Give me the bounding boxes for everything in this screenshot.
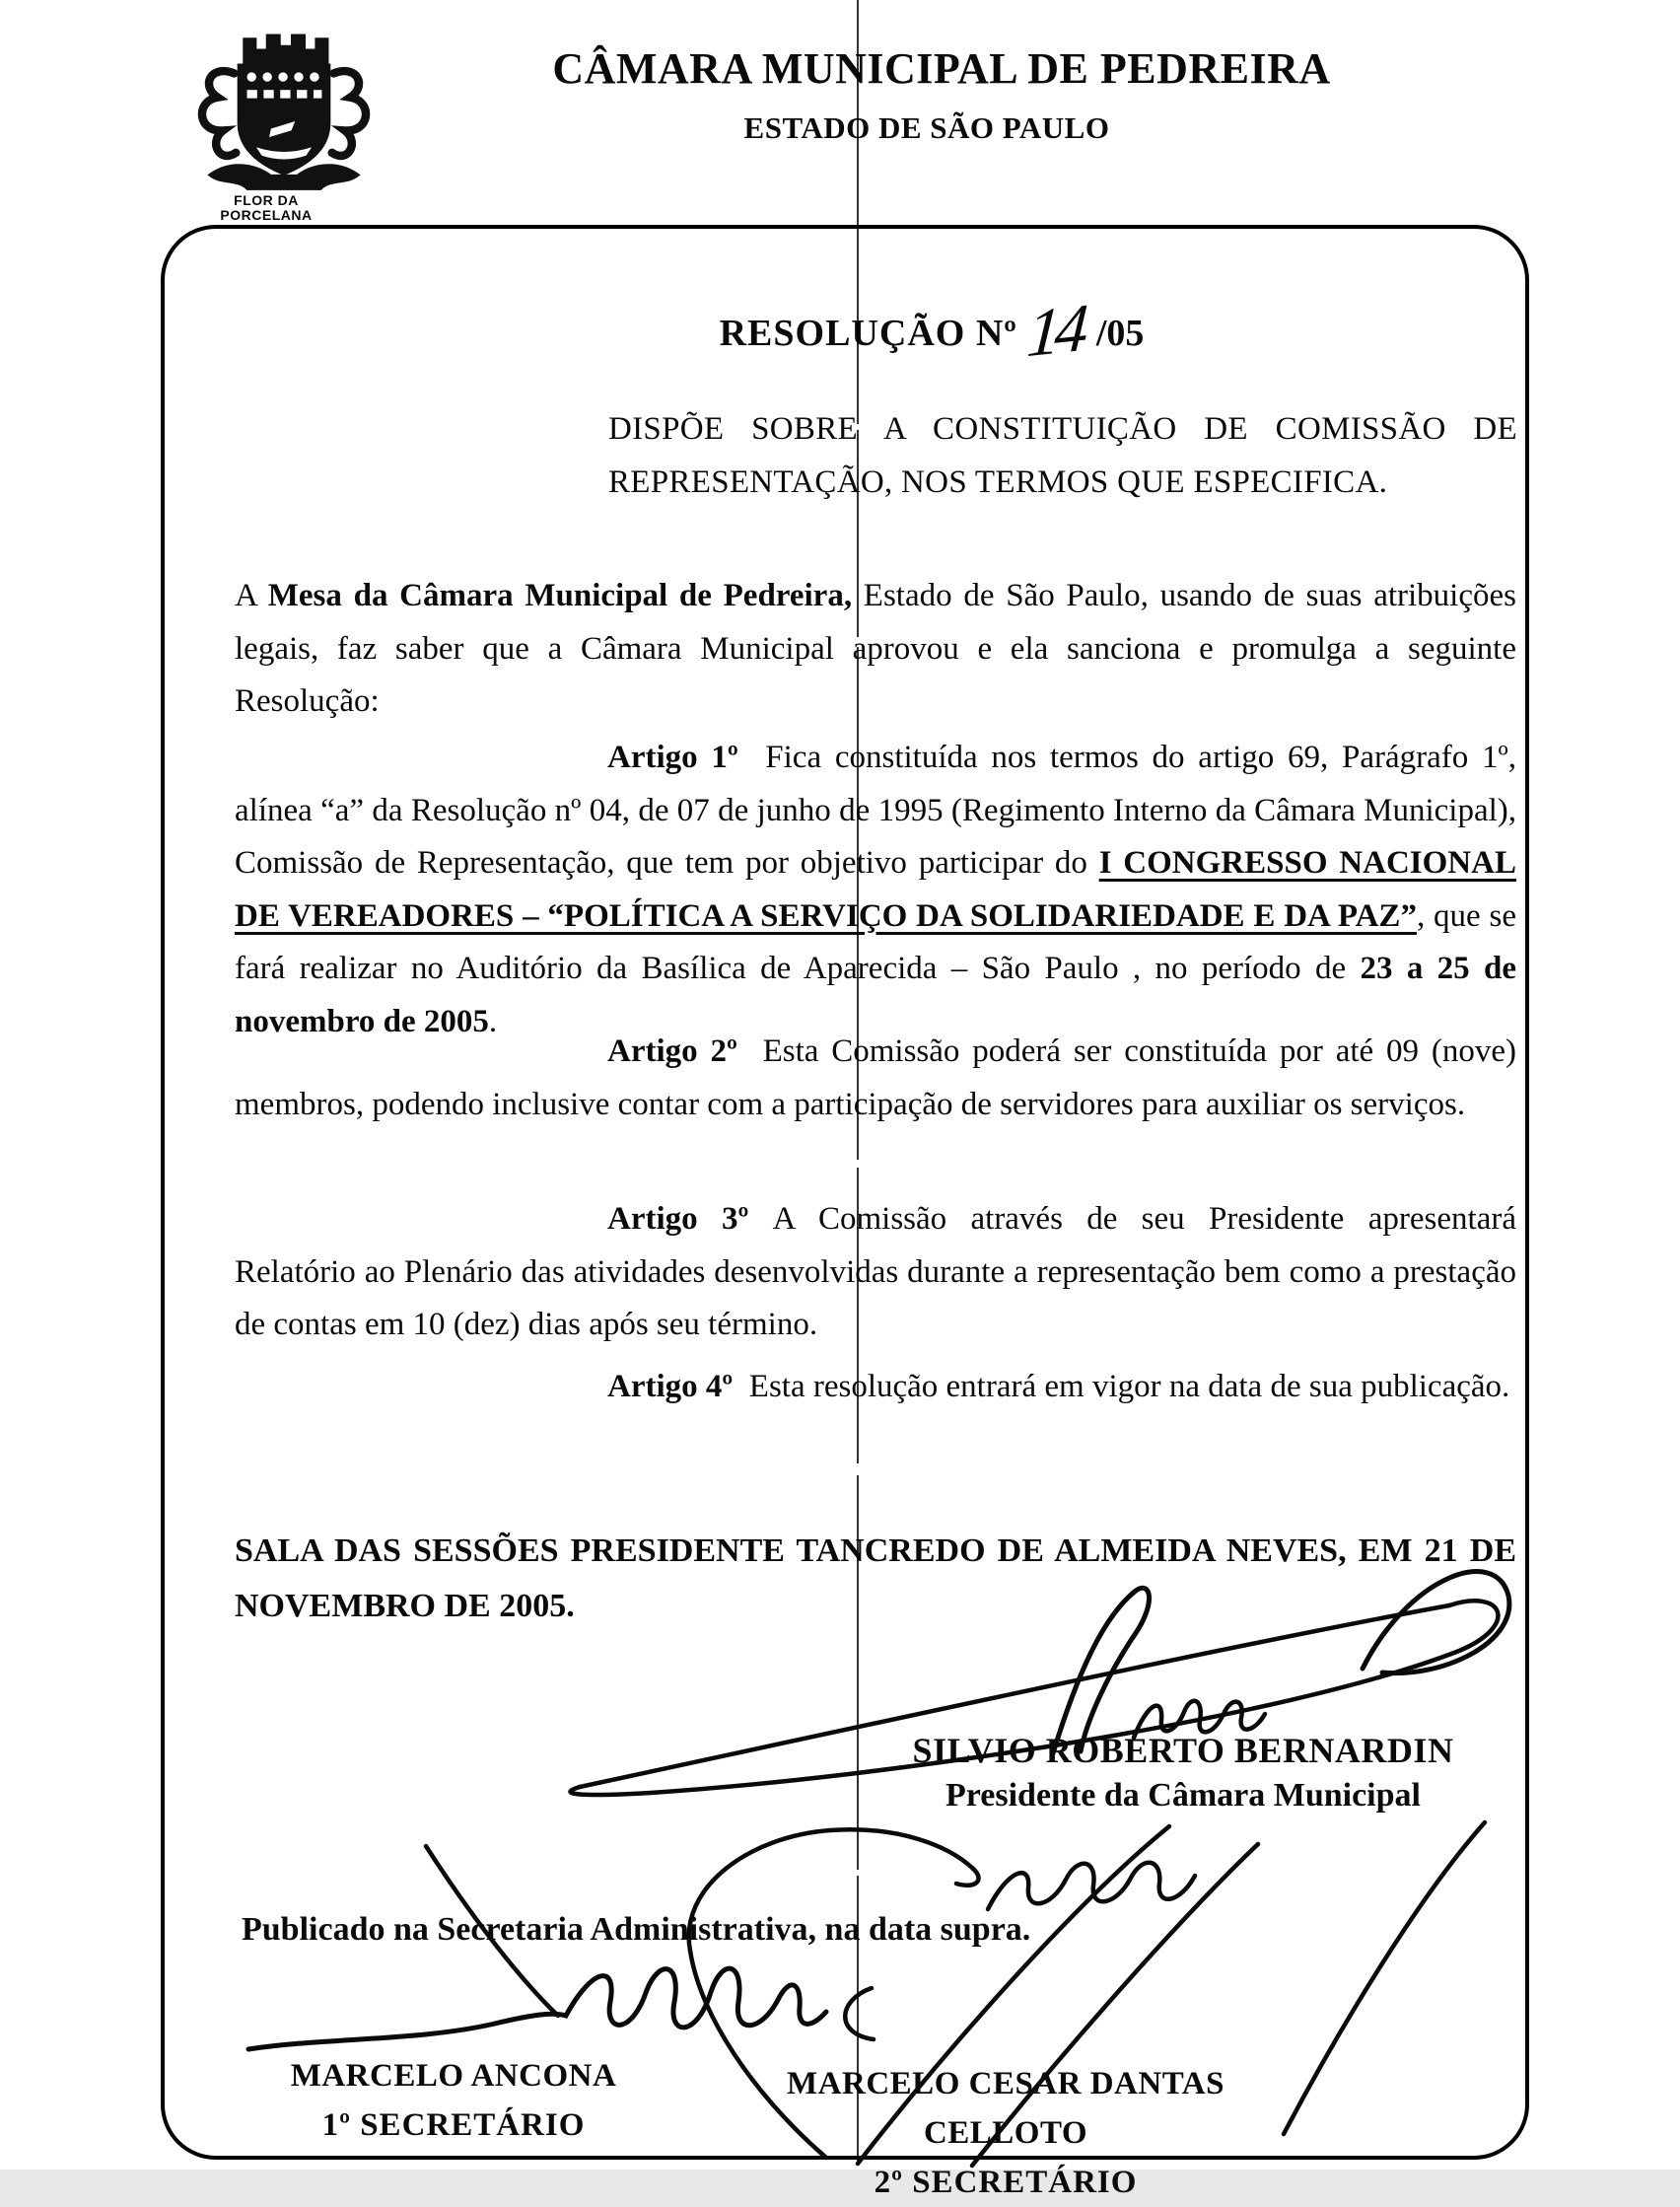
- document-border-frame: [161, 225, 1529, 2160]
- preamble-paragraph: [235, 570, 1516, 729]
- first-secretary-title: 1º SECRETÁRIO: [321, 2107, 586, 2143]
- resolution-heading: [439, 284, 1425, 372]
- article-2-paragraph: [235, 1026, 1516, 1131]
- president-signature-block: [858, 1728, 1508, 1818]
- president-title: Presidente da Câmara Municipal: [945, 1777, 1421, 1814]
- crest-motto: FLOR DA PORCELANA: [220, 192, 313, 223]
- article-3-label: Artigo 3º: [607, 1201, 749, 1237]
- article-1-label: Artigo 1º: [607, 740, 738, 775]
- article-2-text: Esta Comissão poderá ser constituída por até 09 (nove) membros, podendo inclusive contar com a participação de servidores para auxiliar os serviços.: [235, 1033, 1517, 1122]
- preamble-bold: Mesa da Câmara Municipal de Pedreira,: [267, 578, 853, 613]
- resolution-summary: DISPÕE SOBRE A CONSTITUIÇÃO DE COMISSÃO DE REPRESENTAÇÃO, NOS TERMOS QUE ESPECIFICA.: [608, 411, 1517, 500]
- article-1-dates: 23 a 25 de novembro de 2005: [235, 951, 1517, 1039]
- second-secretary-title: 2º SECRETÁRIO: [874, 2165, 1138, 2200]
- resolution-number-handwritten: 14: [1024, 289, 1085, 372]
- resolution-year-suffix: /05: [1095, 313, 1145, 354]
- article-1-paragraph: [235, 732, 1516, 1048]
- article-1-period: .: [488, 1003, 498, 1039]
- article-4-label: Artigo 4º: [607, 1369, 734, 1404]
- article-1-congress-name: I CONGRESSO NACIONAL DE VEREADORES – “POLÍTICA A SERVIÇO DA SOLIDARIEDADE E DA PAZ”: [235, 845, 1516, 934]
- coat-of-arms-icon: [179, 20, 388, 195]
- first-secretary-block: [266, 2051, 641, 2150]
- session-hall-closing: SALA DAS SESSÕES PRESIDENTE TANCREDO DE ALMEIDA NEVES, EM 21 DE NOVEMBRO DE 2005.: [235, 1532, 1516, 1624]
- first-secretary-name: MARCELO ANCONA: [290, 2058, 617, 2094]
- publication-note: Publicado na Secretaria Administrativa, na data supra.: [242, 1911, 1031, 1948]
- article-3-paragraph: [235, 1193, 1516, 1352]
- page-title: CÂMARA MUNICIPAL DE PEDREIRA: [552, 44, 1331, 93]
- page-subtitle: ESTADO DE SÃO PAULO: [743, 110, 1110, 145]
- article-4-text: Esta resolução entrará em vigor na data de sua publicação.: [733, 1369, 1510, 1404]
- preamble-start: A: [235, 578, 268, 613]
- article-3-text: A Comissão através de seu Presidente apresentará Relatório ao Plenário das atividades desenvolvidas durante a representação bem como a prestação de contas em 10 (dez) dias após seu término.: [235, 1201, 1516, 1342]
- preamble-rest: Estado de São Paulo, usando de suas atribuições legais, faz saber que a Câmara Municipal aprovou e ela sanciona e promulga a seguinte Resolução:: [235, 578, 1516, 719]
- second-secretary-block: [730, 2059, 1282, 2207]
- president-name: SILVIO ROBERTO BERNARDIN: [912, 1731, 1454, 1770]
- article-4-paragraph: [235, 1361, 1516, 1414]
- article-2-label: Artigo 2º: [607, 1033, 737, 1069]
- resolution-heading-prefix: RESOLUÇÃO Nº: [719, 313, 1017, 354]
- article-1-text-2: , que se fará realizar no Auditório da Basílica de Aparecida – São Paulo , no período de: [235, 897, 1516, 986]
- article-1-text: Fica constituída nos termos do artigo 69, Parágrafo 1º, alínea “a” da Resolução nº 04, de 07 de junho de 1995 (Regimento Interno da Câmara Municipal), Comissão de Representação, que tem por objetivo participar do: [235, 740, 1517, 881]
- second-secretary-name: MARCELO CESAR DANTAS CELLOTO: [787, 2066, 1225, 2151]
